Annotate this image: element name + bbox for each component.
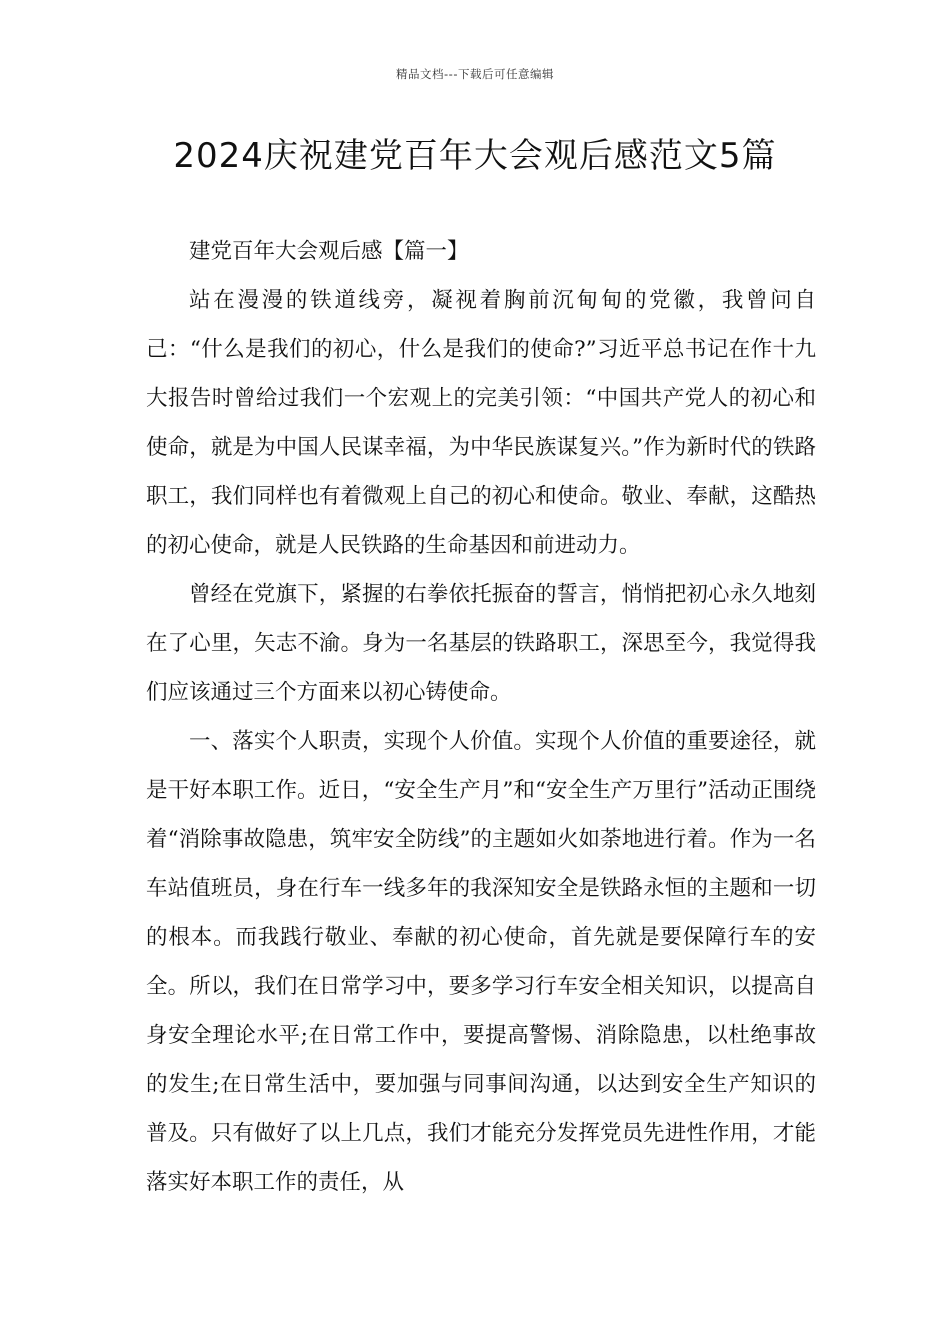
paragraph: 站在漫漫的铁道线旁，凝视着胸前沉甸甸的党徽，我曾问自己：“什么是我们的初心，什么是我们的使命?”习近平总书记在作十九大报告时曾给过我们一个宏观上的完美引领：“中国共产党人的初心和使命，就是为中国人民谋幸福，为中华民族谋复兴。”作为新时代的铁路职工，我们同样也有着微观上自己的初心和使命。敬业、奉献，这酷热的初心使命，就是人民铁路的生命基因和前进动力。 [146,288,816,558]
paragraph: 曾经在党旗下，紧握的右拳依托振奋的誓言，悄悄把初心永久地刻在了心里，矢志不渝。身为一名基层的铁路职工，深思至今，我觉得我们应该通过三个方面来以初心铸使命。 [146,582,816,705]
header-note: 精品文档---下载后可任意编辑 [396,67,554,81]
section-heading: 建党百年大会观后感【篇一】 [189,239,469,264]
document-title: 2024庆祝建党百年大会观后感范文5篇 [173,136,777,176]
paragraph: 一、落实个人职责，实现个人价值。实现个人价值的重要途径，就是干好本职工作。近日，“安全生产月”和“安全生产万里行”活动正围绕着“消除事故隐患，筑牢安全防线”的主题如火如荼地进行着。作为一名车站值班员，身在行车一线多年的我深知安全是铁路永恒的主题和一切的根本。而我践行敬业、奉献的初心使命，首先就是要保障行车的安全。所以，我们在日常学习中，要多学习行车安全相关知识，以提高自身安全理论水平;在日常工作中，要提高警惕、消除隐患，以杜绝事故的发生;在日常生活中，要加强与同事间沟通，以达到安全生产知识的普及。只有做好了以上几点，我们才能充分发挥党员先进性作用，才能落实好本职工作的责任，从 [146,729,816,1195]
document-body [146,227,816,1207]
